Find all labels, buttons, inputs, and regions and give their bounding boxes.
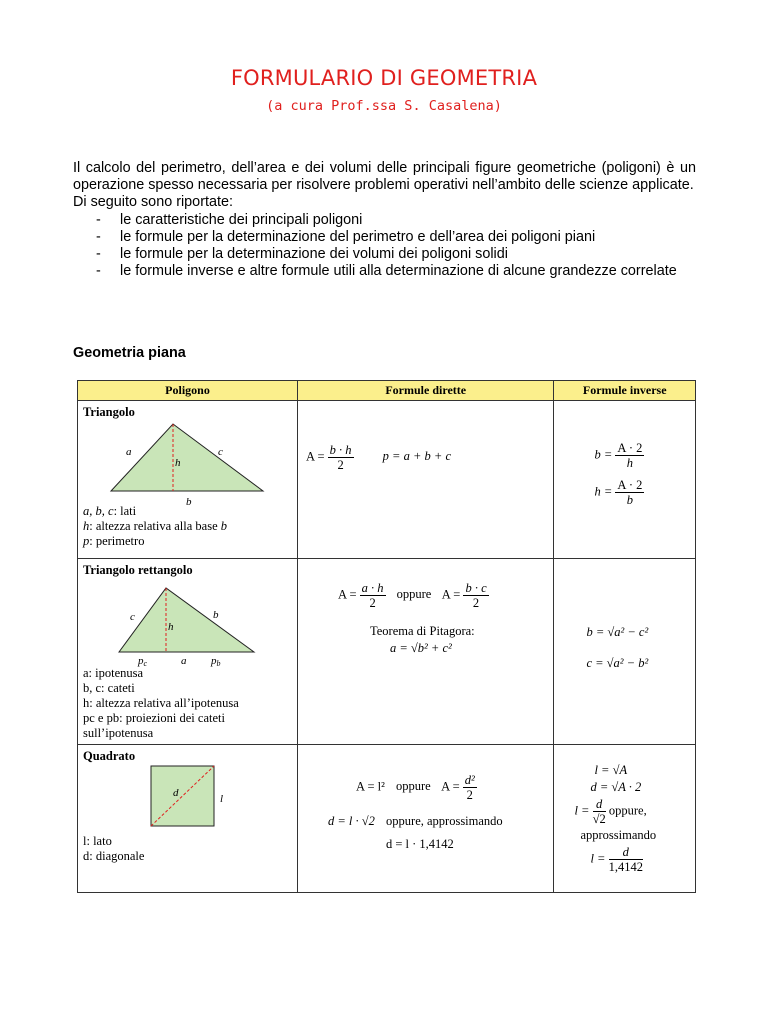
- pitagora-formula: a = √b² + c²: [390, 641, 452, 655]
- header-formule-dirette: Formule dirette: [298, 381, 554, 401]
- square-figure: [78, 764, 297, 830]
- legend-line: h: altezza relativa alla base b: [83, 519, 228, 533]
- quadrato-legend: [83, 834, 297, 864]
- formula-area: A = l² oppure A = $\frac{\text{d²}}{2}$: [356, 773, 475, 802]
- formula-diagonal: d = l · √2 oppure, approssimando: [328, 814, 503, 828]
- cell-triangolo-direct: [298, 401, 554, 559]
- shape-name: Quadrato: [83, 749, 136, 763]
- approx-label: approssimando: [580, 828, 657, 842]
- bullet-dash: -: [96, 263, 101, 280]
- list-item: - le formule per la determinazione dei volumi dei poligoni solidi: [96, 246, 508, 263]
- pitagora-label: Teorema di Pitagora:: [370, 624, 475, 638]
- shape-name: Triangolo: [83, 405, 135, 419]
- document-title: FORMULARIO DI GEOMETRIA: [230, 66, 538, 90]
- legend-line: a, b, c: lati: [83, 504, 137, 518]
- label-b: b: [186, 496, 192, 508]
- legend-line: l: lato: [83, 834, 112, 848]
- intro-lead: Di seguito sono riportate:: [73, 194, 233, 211]
- list-item: - le formule per la determinazione del perimetro e dell’area dei poligoni piani: [96, 228, 596, 245]
- header-poligono: Poligono: [78, 381, 298, 401]
- label-a: a: [126, 446, 132, 458]
- label-c: c: [130, 611, 135, 623]
- triangle-figure: [78, 420, 297, 508]
- legend-line: p: perimetro: [83, 534, 145, 548]
- header-formule-inverse: Formule inverse: [554, 381, 696, 401]
- triangolo-legend: [83, 504, 297, 549]
- cell-rettangolo: [78, 559, 298, 745]
- right-triangle-shape: [119, 588, 254, 652]
- legend-line: b, c: cateti: [83, 681, 135, 695]
- rettangolo-legend: [83, 666, 297, 741]
- formula-inverse-c: c = √a² − b²: [586, 656, 649, 670]
- label-h: h: [168, 621, 174, 633]
- cell-rettangolo-inverse: [554, 559, 696, 745]
- label-d: d: [173, 787, 179, 799]
- document-subtitle: (a cura Prof.ssa S. Casalena): [266, 98, 502, 114]
- label-a: a: [181, 655, 187, 667]
- label-c: c: [218, 446, 223, 458]
- cell-quadrato-inverse: [554, 745, 696, 893]
- cell-quadrato: [78, 745, 298, 893]
- bullet-dash: -: [96, 211, 101, 228]
- formula-inverse-b: b = √a² − c²: [586, 625, 649, 639]
- table-row: [78, 745, 696, 893]
- legend-line: d: diagonale: [83, 849, 145, 863]
- legend-line: sull’ipotenusa: [83, 726, 154, 740]
- intro-list: [73, 212, 696, 281]
- right-triangle-figure: [78, 578, 297, 668]
- table-header-row: [78, 381, 696, 401]
- formula-area: A = $\frac{a \cdot h}{2}$ oppure A = $\frac{b \cdot c}{2}$: [338, 581, 487, 610]
- list-item: - le caratteristiche dei principali poligoni: [96, 211, 363, 228]
- table-row: [78, 401, 696, 559]
- formula-table: [77, 380, 696, 893]
- label-b: b: [213, 609, 219, 621]
- cell-triangolo: [78, 401, 298, 559]
- formula-perimeter: p = a + b + c: [382, 449, 451, 464]
- formula-inverse-l: l = √A: [594, 763, 628, 777]
- formula-inverse-l-approx: l = $\frac{d}{1,4142}$: [590, 845, 643, 874]
- section-title: Geometria piana: [73, 345, 186, 361]
- legend-line: h: altezza relativa all’ipotenusa: [83, 696, 239, 710]
- bullet-dash: -: [96, 246, 101, 263]
- square-shape: [151, 766, 214, 826]
- formula-diagonal-approx: d = l · 1,4142: [386, 837, 454, 851]
- cell-rettangolo-direct: [298, 559, 554, 745]
- triangle-shape: [111, 424, 263, 491]
- label-pc: pc: [138, 655, 148, 668]
- formula-inverse-h: h = $\frac{A \cdot 2}{b}$: [594, 478, 643, 507]
- cell-triangolo-inverse: [554, 401, 696, 559]
- cell-quadrato-direct: [298, 745, 554, 893]
- formula-area: A = $\frac{b \cdot h}{2}$ p = a + b + c: [306, 443, 451, 472]
- formula-inverse-b: b = $\frac{A \cdot 2}{h}$: [594, 441, 643, 470]
- formula-inverse-l-frac: l = $\frac{d}{√2}$ oppure,: [574, 797, 647, 826]
- label-pb: pb: [211, 655, 221, 668]
- intro-block: [73, 160, 696, 280]
- formula-inverse-d: d = √A · 2: [590, 780, 642, 794]
- list-item: - le formule inverse e altre formule utili alla determinazione di alcune grandezze correlate: [96, 263, 677, 280]
- intro-paragraph: Il calcolo del perimetro, dell’area e dei volumi delle principali figure geometriche (poligoni) è un operazione spesso necessaria per risolvere problemi operativi nell’ambito delle scienze applicate.: [73, 160, 696, 194]
- label-l: l: [220, 793, 224, 805]
- bullet-dash: -: [96, 228, 101, 245]
- legend-line: pc e pb: proiezioni dei cateti: [83, 711, 225, 725]
- table-row: [78, 559, 696, 745]
- shape-name: Triangolo rettangolo: [83, 563, 193, 577]
- legend-line: a: ipotenusa: [83, 666, 144, 680]
- label-h: h: [175, 457, 181, 469]
